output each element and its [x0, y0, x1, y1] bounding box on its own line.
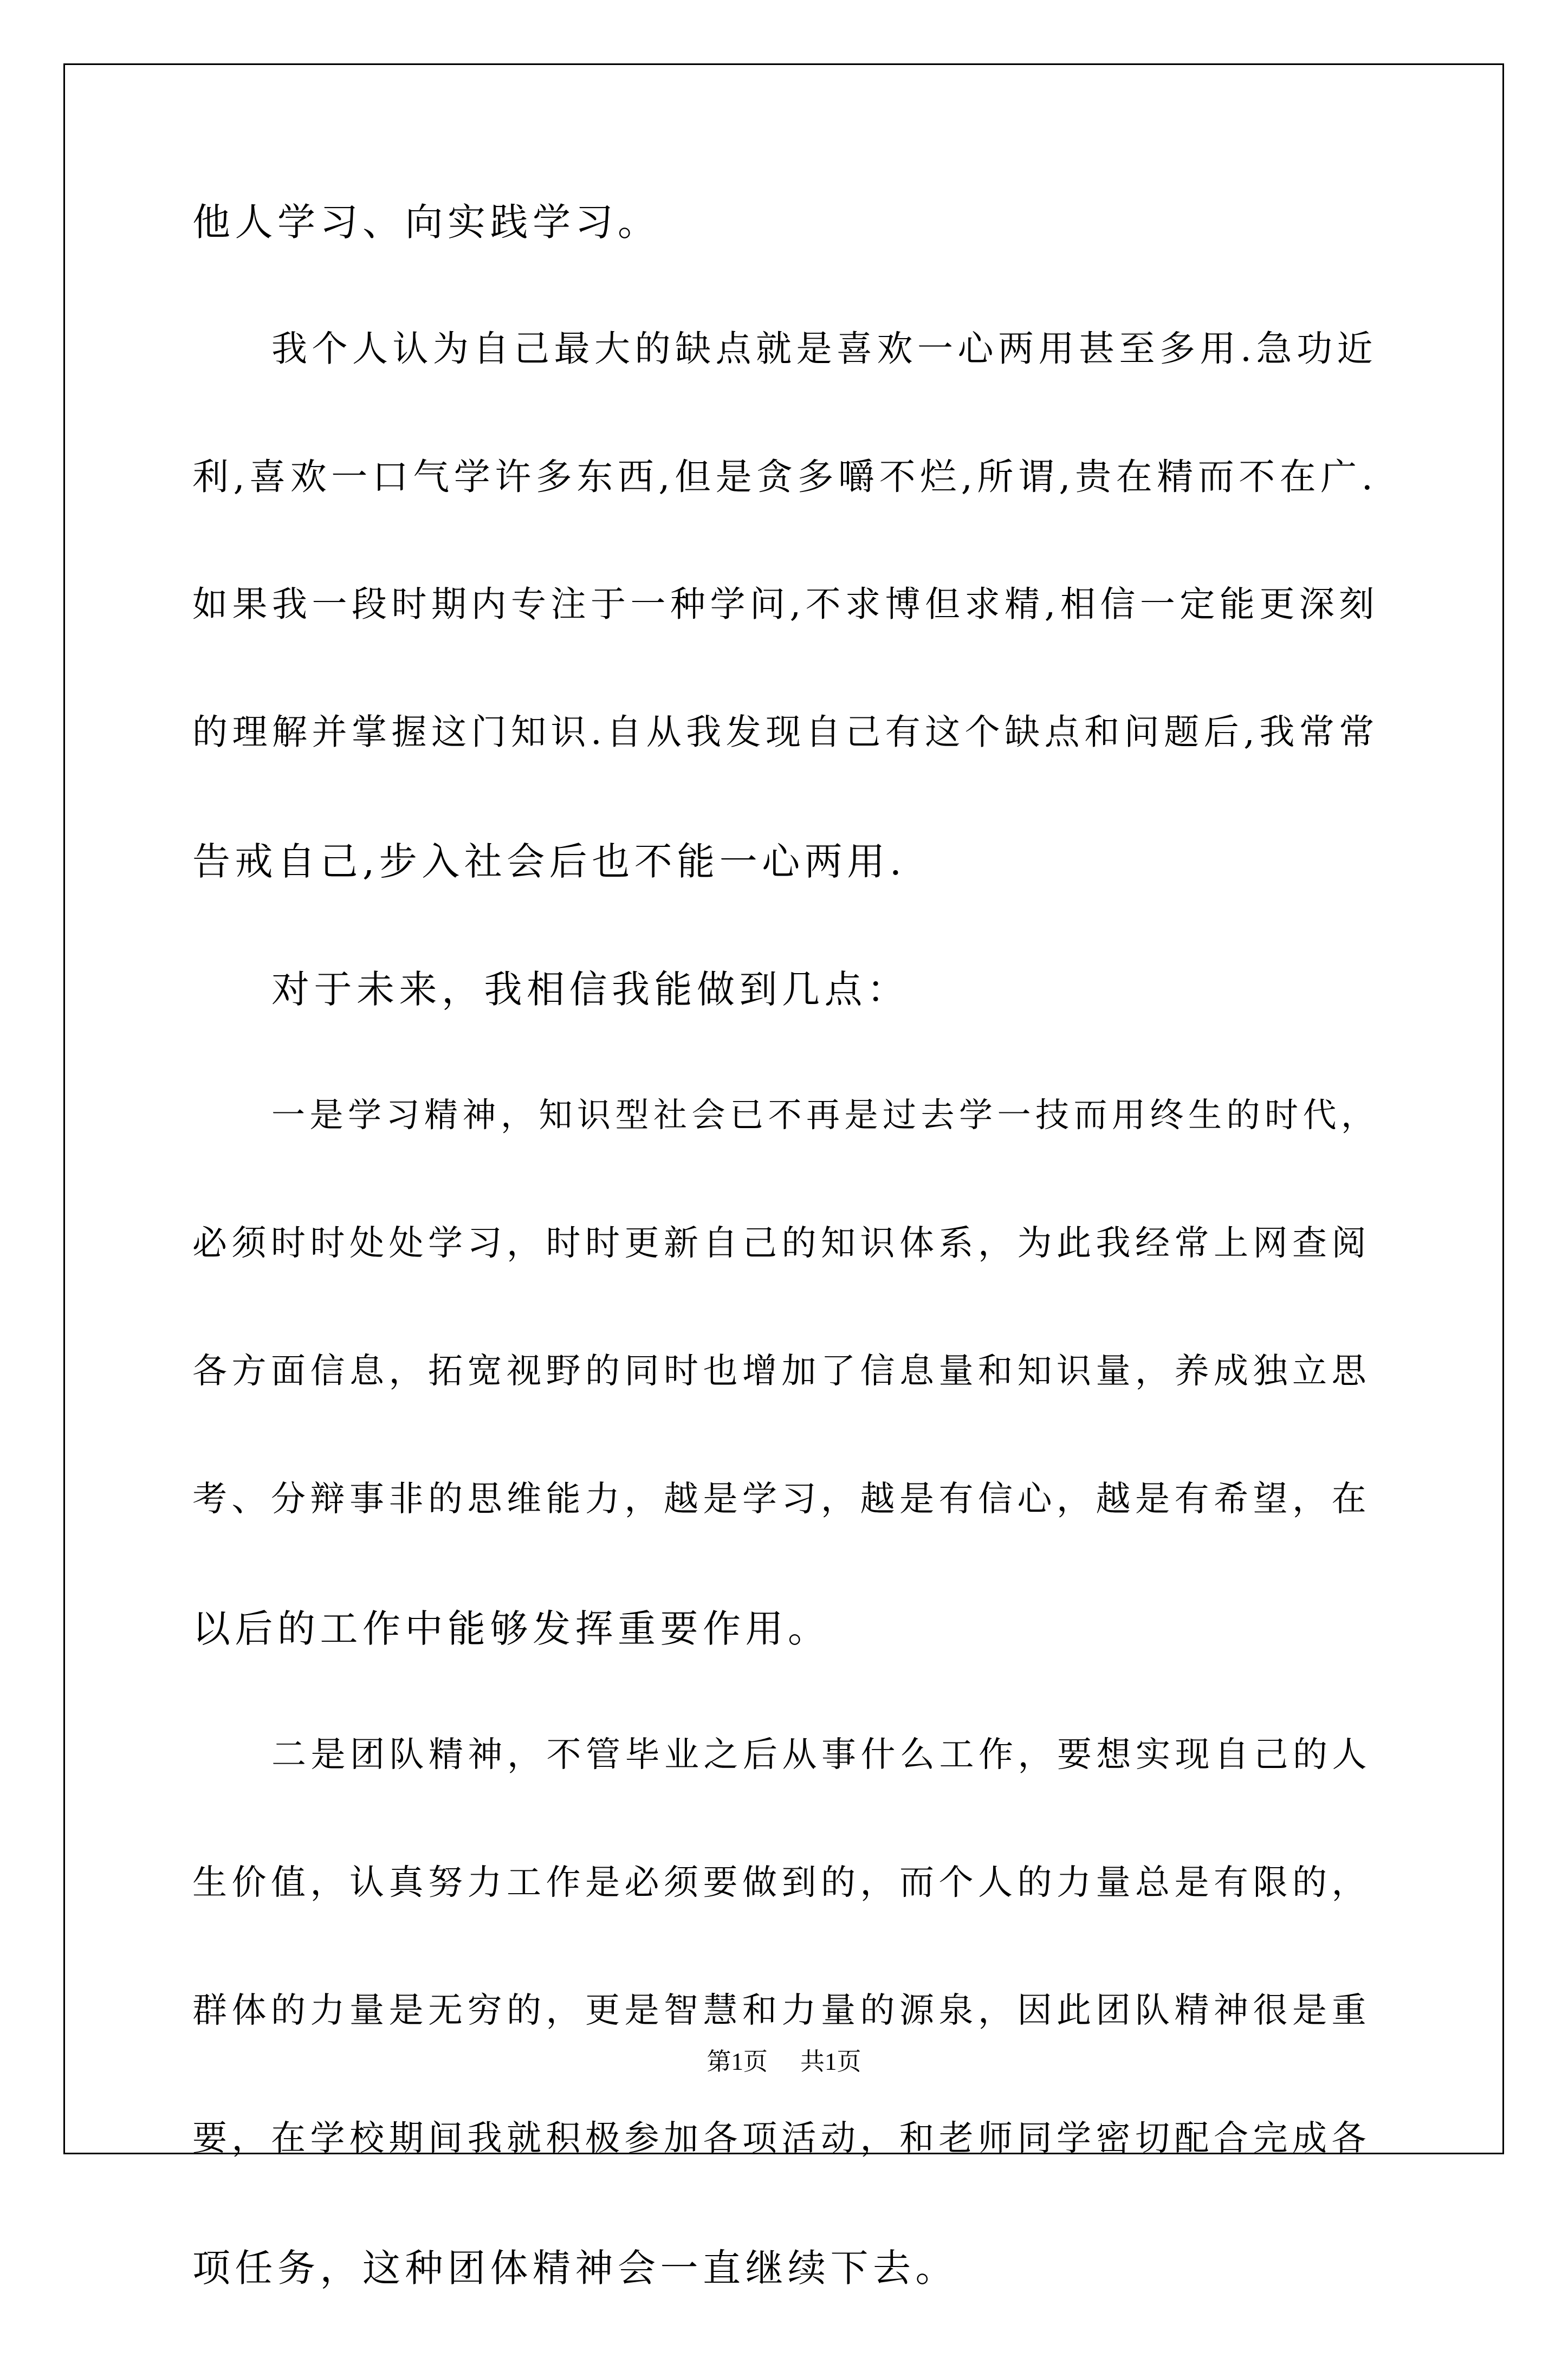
page-footer [0, 2050, 1568, 2074]
text-line: 如果我一段时期内专注于一种学问,不求博但求精,相信一定能更深刻 [192, 584, 1379, 625]
text-line: 项任务，这种团体精神会一直继续下去。 [192, 2246, 958, 2290]
text-line: 以后的工作中能够发挥重要作用。 [192, 1607, 831, 1651]
page-number-total: 共1页 [800, 2048, 861, 2075]
text-line: 二是团队精神，不管毕业之后从事什么工作，要想实现自己的人 [271, 1735, 1371, 1775]
text-line: 群体的力量是无穷的，更是智慧和力量的源泉，因此团队精神很是重 [192, 1991, 1371, 2031]
text-line: 一是学习精神，知识型社会已不再是过去学一技而用终生的时代， [271, 1095, 1379, 1135]
text-line: 必须时时处处学习，时时更新自己的知识体系，为此我经常上网查阅 [192, 1223, 1371, 1264]
text-line: 我个人认为自己最大的缺点就是喜欢一心两用甚至多用.急功近 [271, 328, 1377, 370]
text-line: 告戒自己,步入社会后也不能一心两用. [192, 839, 906, 884]
page-number-current: 第1页 [707, 2048, 768, 2075]
text-line: 要，在学校期间我就积极参加各项活动，和老师同学密切配合完成各 [192, 2119, 1371, 2159]
text-line: 各方面信息，拓宽视野的同时也增加了信息量和知识量，养成独立思 [192, 1351, 1371, 1391]
text-line: 利,喜欢一口气学许多东西,但是贪多嚼不烂,所谓,贵在精而不在广. [192, 456, 1378, 498]
text-line: 生价值，认真努力工作是必须要做到的，而个人的力量总是有限的， [192, 1863, 1371, 1903]
text-line: 考、分辩事非的思维能力，越是学习，越是有信心，越是有希望，在 [192, 1479, 1371, 1519]
text-line: 他人学习、向实践学习。 [192, 200, 660, 244]
text-line: 对于未来，我相信我能做到几点： [271, 967, 910, 1012]
text-line: 的理解并掌握这门知识.自从我发现自己有这个缺点和问题后,我常常 [192, 712, 1379, 753]
